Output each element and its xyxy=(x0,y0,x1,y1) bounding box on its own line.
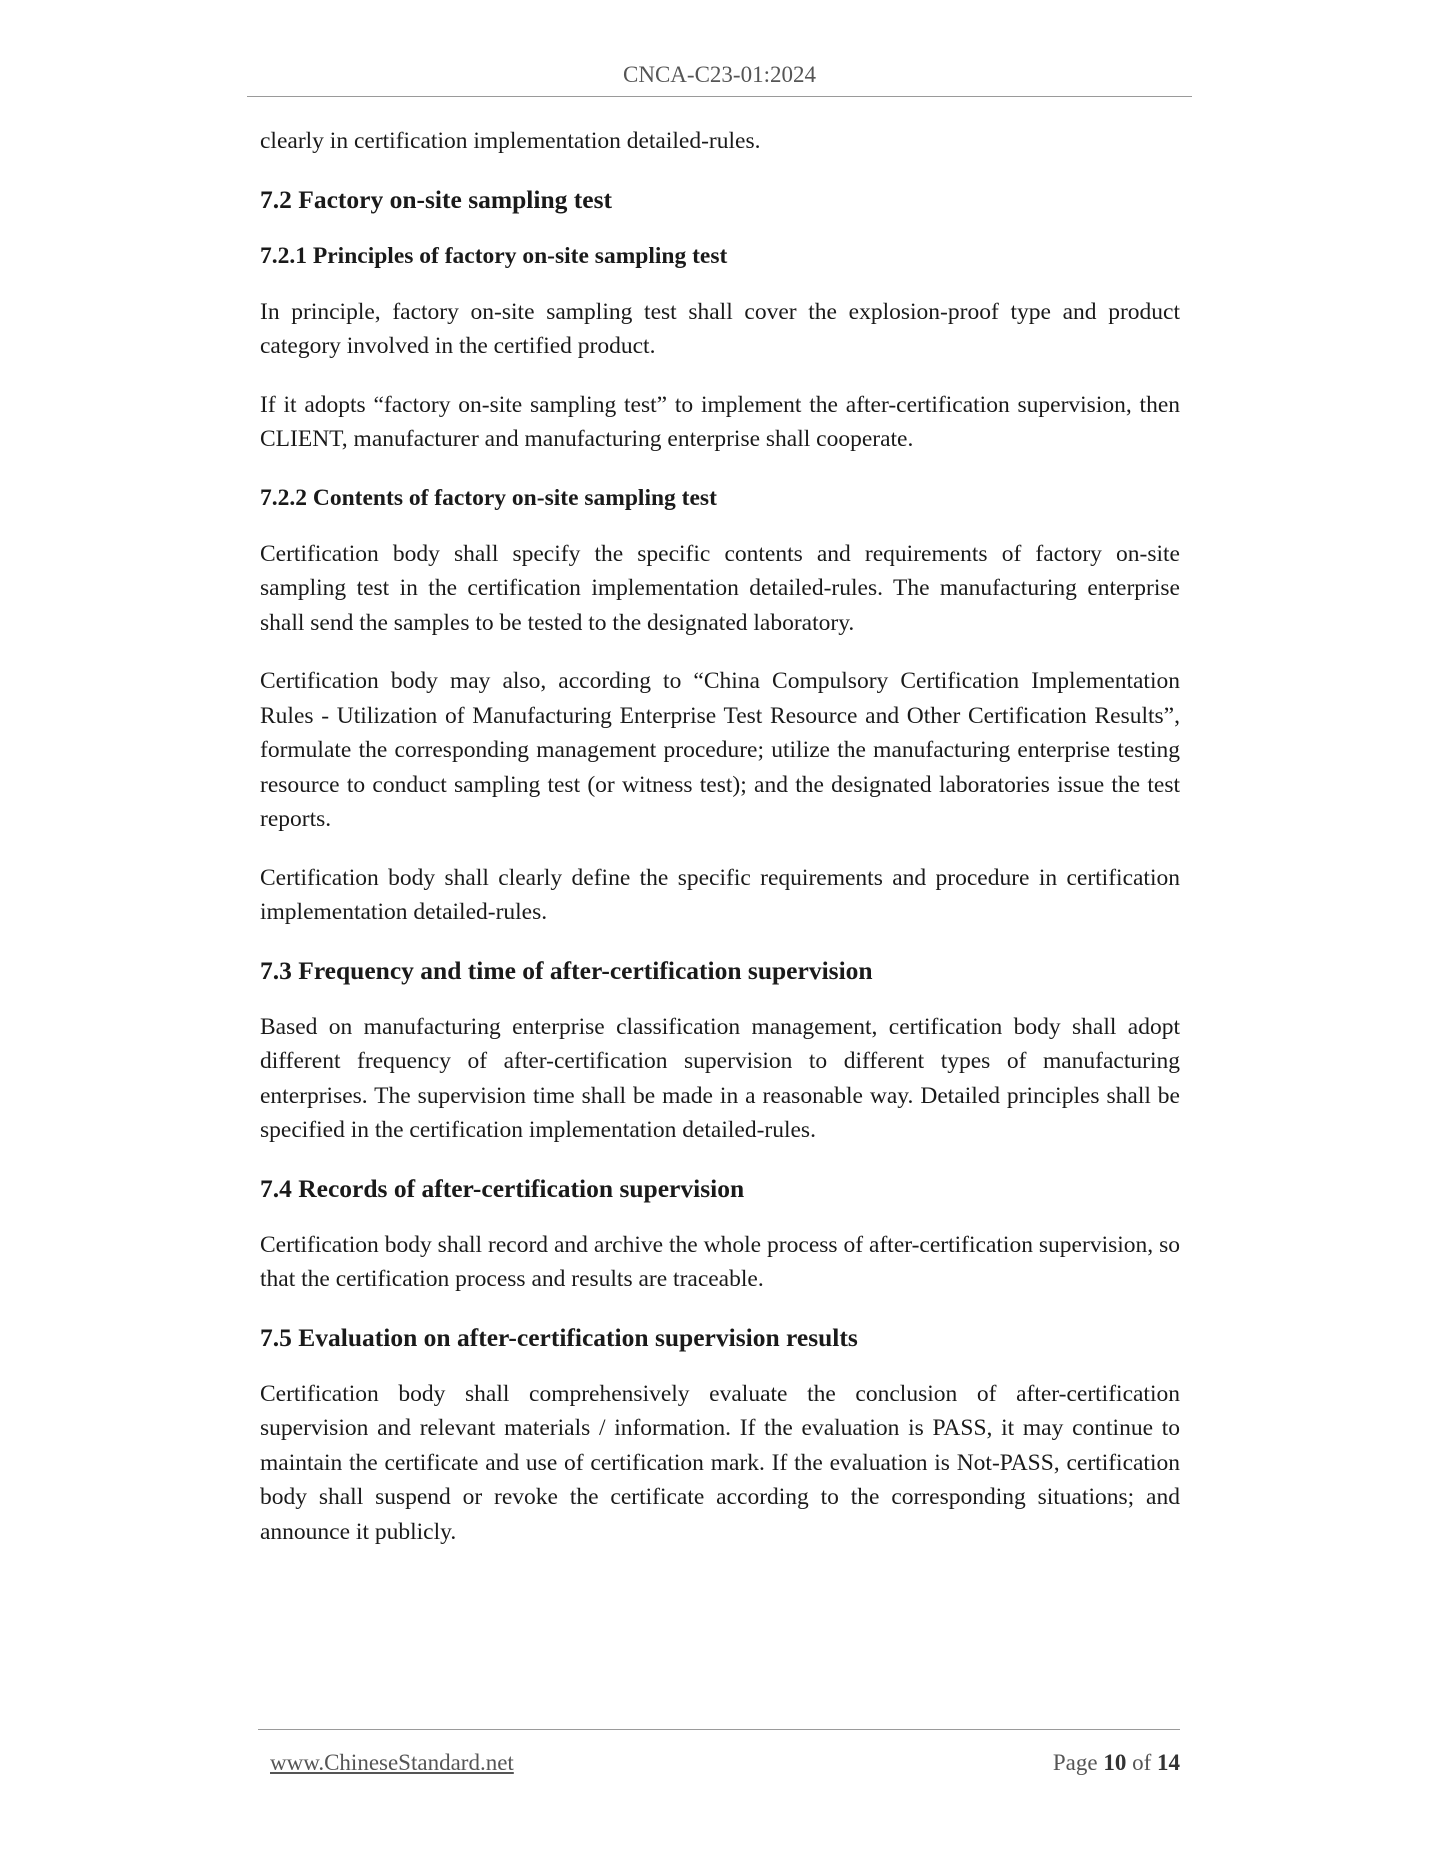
footer-divider xyxy=(258,1729,1180,1730)
section-7-4-heading: 7.4 Records of after-certification supervision xyxy=(260,1173,745,1203)
page-label: Page xyxy=(1052,1750,1098,1775)
website-link[interactable]: www.ChineseStandard.net xyxy=(270,1750,514,1775)
section-7-2-heading: 7.2 Factory on-site sampling test xyxy=(260,184,612,214)
page-header xyxy=(247,60,1192,97)
section-7-5-heading: 7.5 Evaluation on after-certification supervision results xyxy=(260,1322,858,1352)
paragraph: Certification body shall specify the specific contents and requirements of factory on-site sampling test in the certification implementation detailed-rules. The manufacturing enterprise shall send the samples to be tested to the designated laboratory. xyxy=(260,540,1180,636)
section-7-2-1-heading: 7.2.1 Principles of factory on-site sampling test xyxy=(260,242,728,269)
paragraph: Based on manufacturing enterprise classification management, certification body shall adopt different frequency of after-certification supervision to different types of manufacturing enterprises. The supervision time shall be made in a reasonable way. Detailed principles shall be specified in the certification implementation detailed-rules. xyxy=(260,1013,1180,1143)
continuation-paragraph: clearly in certification implementation detailed-rules. xyxy=(260,128,761,154)
paragraph: Certification body shall clearly define the specific requirements and procedure in certification implementation detailed-rules. xyxy=(260,864,1180,925)
document-body xyxy=(260,124,1180,1573)
page-number xyxy=(1053,1748,1180,1778)
paragraph: In principle, factory on-site sampling test shall cover the explosion-proof type and product category involved in the certified product. xyxy=(260,298,1180,359)
total-pages: 14 xyxy=(1157,1750,1180,1775)
section-7-2-2-heading: 7.2.2 Contents of factory on-site sampling test xyxy=(260,484,717,511)
paragraph: If it adopts “factory on-site sampling test” to implement the after-certification supervision, then CLIENT, manufacturer and manufacturing enterprise shall cooperate. xyxy=(260,391,1180,452)
of-label: of xyxy=(1132,1750,1152,1775)
paragraph: Certification body shall record and archive the whole process of after-certification supervision, so that the certification process and results are traceable. xyxy=(260,1231,1180,1292)
section-7-3-heading: 7.3 Frequency and time of after-certification supervision xyxy=(260,955,873,985)
current-page: 10 xyxy=(1103,1750,1127,1775)
paragraph: Certification body may also, according to “China Compulsory Certification Implementation Rules - Utilization of Manufacturing Enterprise Test Resource and Other Certification Results”, formulate the corresponding management procedure; utilize the manufacturing enterprise testing resource to conduct sampling test (or witness test); and the designated laboratories issue the test reports. xyxy=(260,668,1180,832)
paragraph: Certification body shall comprehensively evaluate the conclusion of after-certification supervision and relevant materials / information. If the evaluation is PASS, it may continue to maintain the certificate and use of certification mark. If the evaluation is Not-PASS, certification body shall suspend or revoke the certificate according to the corresponding situations; and announce it publicly. xyxy=(260,1380,1180,1545)
document-code: CNCA-C23-01:2024 xyxy=(623,62,816,87)
